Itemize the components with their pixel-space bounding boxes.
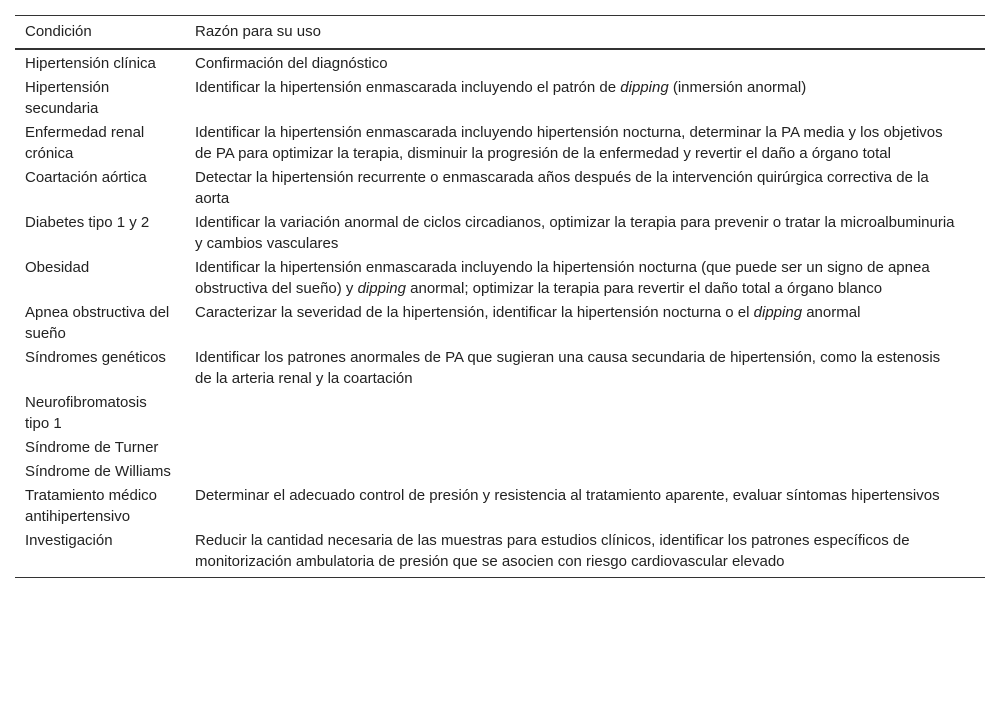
table-row <box>15 255 985 300</box>
reason-text: anormal <box>802 304 861 321</box>
reason-cell <box>185 210 985 255</box>
reason-cell <box>185 255 985 300</box>
condition-cell: Síndromes genéticos <box>25 349 166 366</box>
reason-cell <box>185 300 985 345</box>
table-row <box>15 300 985 345</box>
reason-cell <box>185 390 985 435</box>
reason-cell <box>185 528 985 578</box>
condition-cell: Hipertensión clínica <box>25 55 156 72</box>
reason-text: anormal; optimizar la terapia para revertir el daño total a órgano blanco <box>405 280 883 297</box>
condition-cell: Síndrome de Turner <box>25 439 159 456</box>
reason-cell <box>185 483 985 528</box>
table-row <box>15 390 985 435</box>
reason-italic-term: dipping <box>620 79 669 96</box>
reason-cell <box>185 459 985 483</box>
reason-italic-term: dipping <box>357 280 406 297</box>
table-row <box>15 210 985 255</box>
reason-italic-term: dipping <box>753 304 803 321</box>
reason-text: Identificar la hipertensión enmascarada incluyendo el patrón de <box>195 79 621 96</box>
reason-text: (inmersión anormal) <box>668 79 807 96</box>
reason-text: Identificar la hipertensión enmascarada incluyendo hipertensión nocturna, determinar la PA media y los objetivos de PA para optimizar la terapia, disminuir la progresión de la enfermedad y revertir el daño a órgano total <box>195 124 943 162</box>
reason-text: Confirmación del diagnóstico <box>195 55 388 72</box>
condition-cell: Apnea obstructiva del sueño <box>25 304 170 342</box>
reason-text: Detectar la hipertensión recurrente o enmascarada años después de la intervención quirúrgica correctiva de la aorta <box>195 169 929 207</box>
table-row <box>15 459 985 483</box>
reason-cell <box>185 120 985 165</box>
reason-cell <box>185 165 985 210</box>
table-row <box>15 483 985 528</box>
table-body <box>15 49 985 578</box>
reason-text: Identificar los patrones anormales de PA que sugieran una causa secundaria de hipertensión, como la estenosis de la arteria renal y la coartación <box>195 349 941 387</box>
reason-cell <box>185 75 985 120</box>
table-row <box>15 75 985 120</box>
reason-text: Caracterizar la severidad de la hipertensión, identificar la hipertensión nocturna o el <box>195 304 754 321</box>
table-row <box>15 165 985 210</box>
header-condition: Condición <box>15 16 185 50</box>
reason-text: Determinar el adecuado control de presión y resistencia al tratamiento aparente, evaluar síntomas hipertensivos <box>195 487 940 504</box>
reason-cell <box>185 345 985 390</box>
condition-cell: Coartación aórtica <box>25 169 147 186</box>
condition-cell: Neurofibromatosis tipo 1 <box>25 394 147 432</box>
reason-text: Reducir la cantidad necesaria de las muestras para estudios clínicos, identificar los patrones específicos de monitorización ambulatoria de presión que se asocien con riesgo cardiovascular elevado <box>195 532 910 570</box>
table-row <box>15 345 985 390</box>
abpm-indications-table-container <box>15 15 985 578</box>
header-reason: Razón para su uso <box>185 16 985 50</box>
reason-text: Identificar la variación anormal de ciclos circadianos, optimizar la terapia para prevenir o tratar la microalbuminuria y cambios vasculares <box>195 214 955 252</box>
reason-cell <box>185 49 985 75</box>
condition-cell: Investigación <box>25 532 113 549</box>
table-header <box>15 16 985 50</box>
header-row <box>15 16 985 50</box>
table-row <box>15 528 985 578</box>
abpm-indications-table <box>15 15 985 578</box>
table-row <box>15 435 985 459</box>
table-row <box>15 49 985 75</box>
condition-cell: Diabetes tipo 1 y 2 <box>25 214 150 231</box>
reason-text: Identificar la hipertensión enmascarada incluyendo la hipertensión nocturna (que puede ser un signo de apnea obstructiva del sueño) y <box>195 259 930 297</box>
reason-cell <box>185 435 985 459</box>
condition-cell: Enfermedad renal crónica <box>25 124 145 162</box>
condition-cell: Síndrome de Williams <box>25 463 171 480</box>
table-row <box>15 120 985 165</box>
condition-cell: Tratamiento médico antihipertensivo <box>25 487 157 525</box>
condition-cell: Obesidad <box>25 259 90 276</box>
condition-cell: Hipertensión secundaria <box>25 79 110 117</box>
